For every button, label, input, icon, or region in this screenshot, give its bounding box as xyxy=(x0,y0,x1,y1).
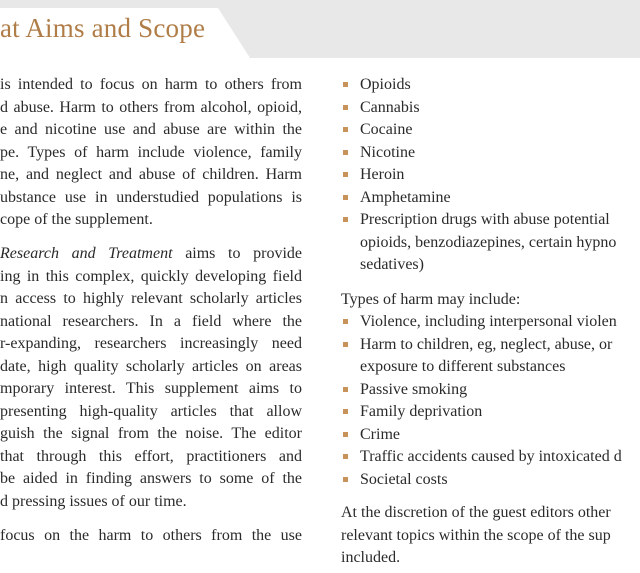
text-line: d abuse. Harm to others from alcohol, opioid, xyxy=(0,98,302,116)
text-fragment: aims to provide xyxy=(185,245,303,262)
text-line: e and nicotine use and abuse are within the xyxy=(0,121,302,138)
text-line: cope of the supplement. xyxy=(0,211,153,228)
list-item: Amphetamine xyxy=(341,187,640,210)
text-line: date, high quality scholarly articles on areas xyxy=(0,357,302,375)
text-line: d pressing issues of our time. xyxy=(0,492,187,510)
list-item: Cannabis xyxy=(341,97,640,120)
journal-name-italic: Research and Treatment xyxy=(0,245,173,262)
closing-paragraph xyxy=(341,502,640,570)
text-line: guish the signal from the noise. The editor xyxy=(0,425,302,442)
left-column xyxy=(0,74,302,559)
section-title: at Aims and Scope xyxy=(0,13,206,43)
text-line: be aided in finding answers to some of the xyxy=(0,470,302,487)
list-item: Heroin xyxy=(341,164,640,187)
list-item: Nicotine xyxy=(341,142,640,165)
text-line: At the discretion of the guest editors other xyxy=(341,504,611,521)
list-item: Societal costs xyxy=(341,469,640,492)
list-item: Violence, including interpersonal violen xyxy=(341,311,640,334)
text-line: ubstance use in understudied populations is xyxy=(0,188,302,206)
list-item: Family deprivation xyxy=(341,401,640,424)
text-line: r-expanding, researchers increasingly need xyxy=(0,335,302,352)
text-line: included. xyxy=(341,549,401,566)
text-line: mporary interest. This supplement aims to xyxy=(0,380,302,397)
text-line: that through this effort, practitioners and xyxy=(0,447,302,465)
text-line: ing in this complex, quickly developing field xyxy=(0,267,302,285)
text-line: relevant topics within the scope of the sup xyxy=(341,526,611,544)
text-line: focus on the harm to others from the use xyxy=(0,526,302,544)
paragraph-rationale xyxy=(0,243,302,513)
list-item: Cocaine xyxy=(341,119,640,142)
list-item: Harm to children, eg, neglect, abuse, or exposure to different substances xyxy=(341,334,640,379)
text-line: n access to highly relevant scholarly articles xyxy=(0,290,302,307)
harm-list xyxy=(341,311,640,491)
right-column xyxy=(341,74,640,570)
list-item: Traffic accidents caused by intoxicated d xyxy=(341,446,640,469)
paragraph-focus xyxy=(0,525,302,548)
text-line: presenting high-quality articles that allow xyxy=(0,402,302,420)
list-item: Opioids xyxy=(341,74,640,97)
substance-list xyxy=(341,74,640,277)
text-line: ne, and neglect and abuse of children. Harm xyxy=(0,166,302,183)
text-line: is intended to focus on harm to others from xyxy=(0,76,302,93)
text-line: pe. Types of harm include violence, family xyxy=(0,143,302,161)
list-item: Passive smoking xyxy=(341,379,640,402)
list-item: Prescription drugs with abuse potential opioids, benzodiazepines, certain hypno sedatives) xyxy=(341,209,640,277)
paragraph-intro xyxy=(0,74,302,232)
list-item: Crime xyxy=(341,424,640,447)
types-label: Types of harm may include: xyxy=(341,290,521,308)
text-line: national researchers. In a field where the xyxy=(0,312,302,330)
text-line xyxy=(0,243,302,266)
